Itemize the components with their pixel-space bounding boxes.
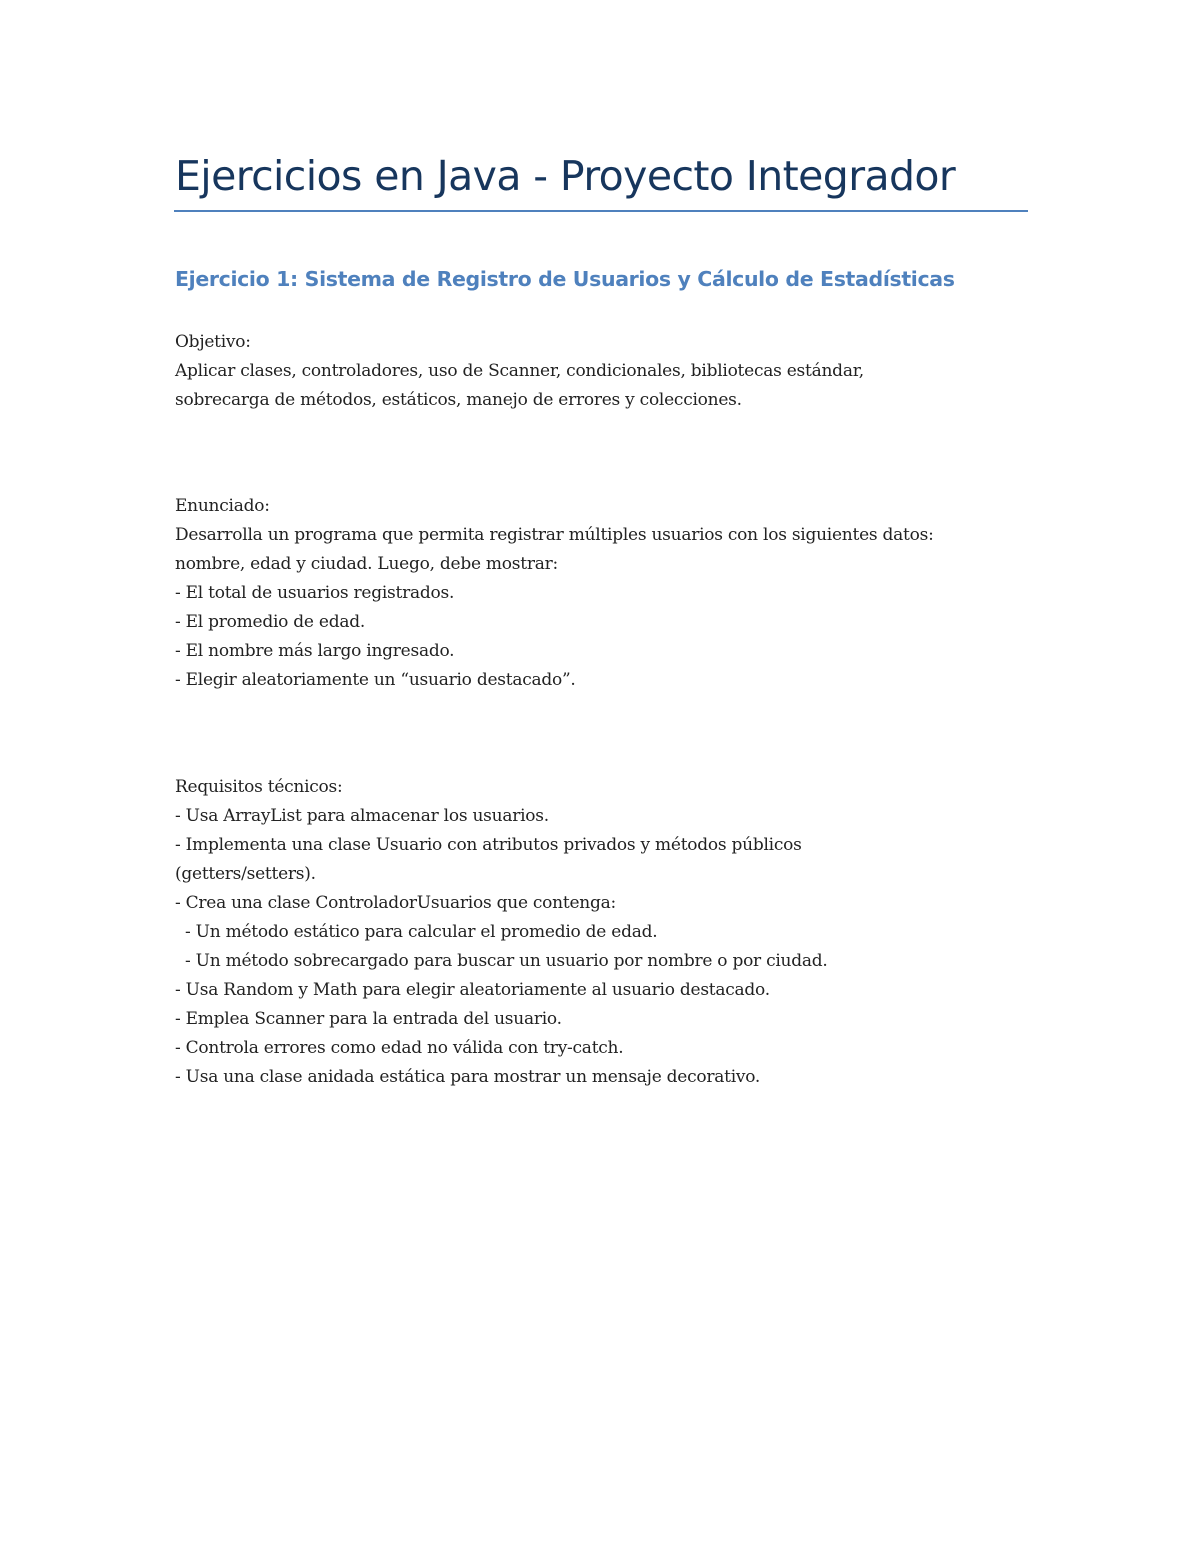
objective-label: Objetivo: — [175, 332, 251, 352]
document-title: Ejercicios en Java - Proyecto Integrador — [175, 152, 956, 200]
statement-bullet: - El promedio de edad. — [175, 612, 365, 632]
objective-line: Aplicar clases, controladores, uso de Scanner, condicionales, bibliotecas estándar, — [175, 361, 864, 381]
requirements-bullet: - Usa una clase anidada estática para mostrar un mensaje decorativo. — [175, 1067, 761, 1087]
requirements-bullet: - Usa Random y Math para elegir aleatoriamente al usuario destacado. — [175, 980, 770, 1000]
requirements-bullet: - Implementa una clase Usuario con atributos privados y métodos públicos — [175, 835, 802, 855]
statement-section — [175, 492, 934, 695]
statement-bullet: - El nombre más largo ingresado. — [175, 641, 455, 661]
objective-line: sobrecarga de métodos, estáticos, manejo de errores y colecciones. — [175, 390, 742, 410]
objective-section — [175, 328, 864, 415]
statement-line: nombre, edad y ciudad. Luego, debe mostrar: — [175, 554, 558, 574]
exercise-heading: Ejercicio 1: Sistema de Registro de Usuarios y Cálculo de Estadísticas — [175, 267, 955, 291]
title-underline — [174, 210, 1028, 212]
requirements-label: Requisitos técnicos: — [175, 777, 343, 797]
requirements-sub-bullet: - Un método estático para calcular el promedio de edad. — [185, 922, 658, 942]
requirements-sub-bullet: - Un método sobrecargado para buscar un usuario por nombre o por ciudad. — [185, 951, 828, 971]
requirements-section — [175, 773, 828, 1092]
requirements-line: (getters/setters). — [175, 864, 316, 884]
requirements-bullet: - Controla errores como edad no válida con try-catch. — [175, 1038, 624, 1058]
statement-bullet: - El total de usuarios registrados. — [175, 583, 455, 603]
statement-label: Enunciado: — [175, 496, 270, 516]
statement-line: Desarrolla un programa que permita registrar múltiples usuarios con los siguientes datos: — [175, 525, 934, 545]
requirements-bullet: - Usa ArrayList para almacenar los usuarios. — [175, 806, 549, 826]
statement-bullet: - Elegir aleatoriamente un “usuario destacado”. — [175, 670, 576, 690]
requirements-bullet: - Crea una clase ControladorUsuarios que contenga: — [175, 893, 616, 913]
requirements-bullet: - Emplea Scanner para la entrada del usuario. — [175, 1009, 562, 1029]
